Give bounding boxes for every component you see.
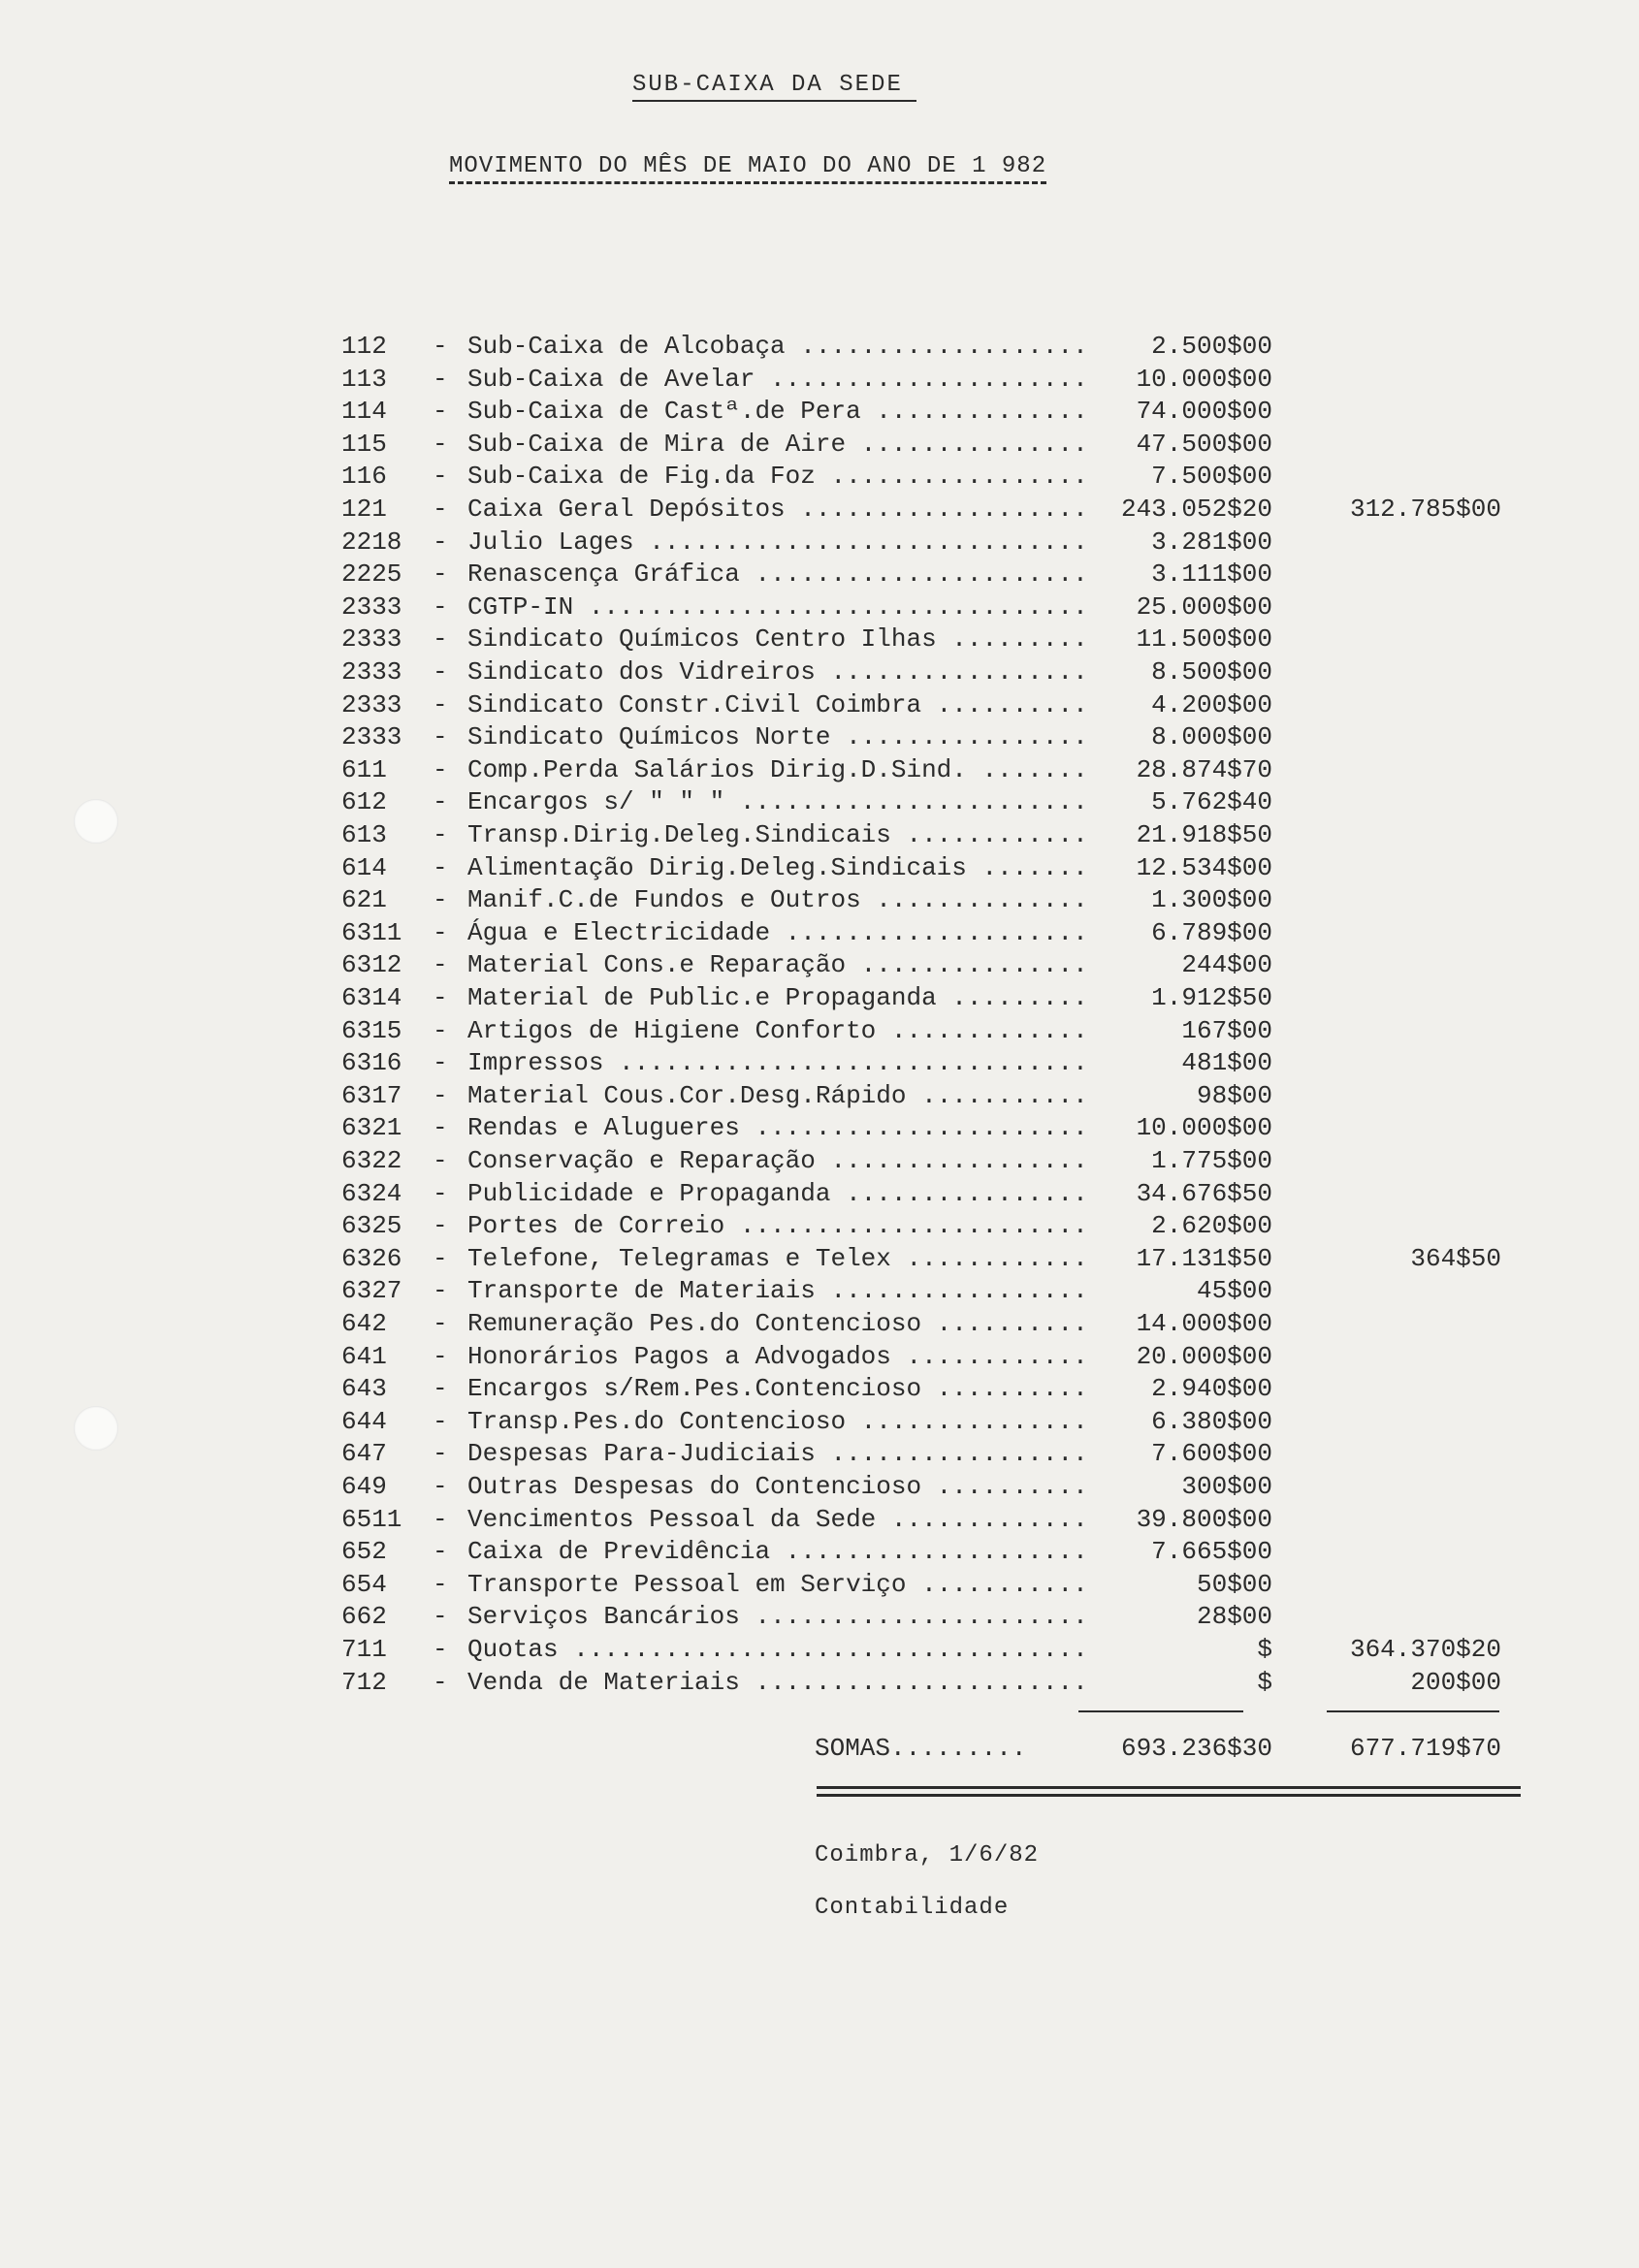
table-row [0,1437,1639,1470]
table-row [0,753,1639,786]
amount-debit: 2.620$00 [1151,1211,1272,1241]
document-title: SUB-CAIXA DA SEDE [632,72,916,102]
account-code: 712 [341,1667,387,1697]
row-dash: - [433,1113,448,1143]
account-description: Sub-Caixa de Mira de Aire ..... [467,428,1084,461]
account-code: 642 [341,1309,387,1338]
account-code: 112 [341,332,387,361]
row-dash: - [433,591,448,622]
table-row [0,623,1639,655]
account-description: Comp.Perda Salários Dirig.D.Sind. ..... [467,753,1084,786]
account-code: 2225 [341,559,402,590]
total-double-rule [817,1794,1521,1797]
row-dash: - [433,1211,448,1241]
account-code: 6511 [341,1504,402,1534]
account-description: Encargos s/ " " " ..... [467,785,1084,818]
table-row [0,1111,1639,1144]
table-row [0,688,1639,721]
account-code: 116 [341,462,387,492]
row-dash: - [433,1276,448,1306]
amount-debit: 243.052$20 [1120,495,1272,524]
table-row [0,330,1639,363]
account-description: Julio Lages ..... [467,526,1084,559]
row-dash: - [433,527,448,557]
amount-debit: 28.874$70 [1136,754,1272,784]
table-row [0,1209,1639,1242]
amount-debit: 5.762$40 [1151,787,1272,817]
account-description: Transp.Pes.do Contencioso ..... [467,1405,1084,1438]
amount-debit: 98$00 [1196,1080,1272,1110]
amount-debit: 6.789$00 [1151,917,1272,947]
row-dash: - [433,820,448,849]
account-code: 2333 [341,657,402,687]
row-dash: - [433,1243,448,1273]
account-code: 6312 [341,950,402,980]
account-code: 2218 [341,527,402,557]
row-dash: - [433,1178,448,1208]
amount-debit: $ [1257,1635,1272,1664]
column-rule [1327,1710,1499,1712]
row-dash: - [433,917,448,947]
row-dash: - [433,1374,448,1404]
amount-debit: 47.500$00 [1136,429,1272,459]
account-code: 6322 [341,1146,402,1175]
account-code: 6311 [341,917,402,947]
account-description: Transporte Pessoal em Serviço ..... [467,1568,1084,1601]
table-row [0,1274,1639,1307]
amount-debit: 17.131$50 [1136,1243,1272,1273]
account-description: Venda de Materiais ..... [467,1666,1084,1699]
row-dash: - [433,1015,448,1045]
amount-credit: 364$50 [1410,1243,1501,1273]
amount-debit: 12.534$00 [1136,852,1272,882]
account-code: 2333 [341,591,402,622]
account-code: 114 [341,397,387,427]
row-dash: - [433,1309,448,1338]
account-code: 641 [341,1341,387,1371]
row-dash: - [433,1504,448,1534]
amount-debit: 7.500$00 [1151,462,1272,492]
account-code: 121 [341,495,387,524]
row-dash: - [433,1048,448,1078]
account-code: 6314 [341,983,402,1012]
row-dash: - [433,1537,448,1567]
account-code: 115 [341,429,387,459]
amount-credit: 364.370$20 [1349,1635,1501,1664]
table-row [0,1079,1639,1112]
table-row [0,851,1639,884]
account-code: 6317 [341,1080,402,1110]
table-row [0,493,1639,526]
account-code: 6327 [341,1276,402,1306]
totals-debit: 693.236$30 [1120,1734,1272,1763]
amount-debit: 2.500$00 [1151,332,1272,361]
amount-debit: 167$00 [1181,1015,1272,1045]
account-description: Publicidade e Propaganda ..... [467,1177,1084,1210]
account-code: 652 [341,1537,387,1567]
row-dash: - [433,657,448,687]
account-description: Sub-Caixa de Alcobaça ..... [467,330,1084,363]
table-row [0,428,1639,461]
account-description: Água e Electricidade ..... [467,916,1084,949]
account-description: Remuneração Pes.do Contencioso ..... [467,1307,1084,1340]
row-dash: - [433,1602,448,1632]
row-dash: - [433,983,448,1012]
account-description: Caixa Geral Depósitos ..... [467,493,1084,526]
totals-label: SOMAS......... [815,1734,1027,1763]
table-row [0,1340,1639,1373]
table-row [0,1600,1639,1633]
table-row [0,720,1639,753]
row-dash: - [433,462,448,492]
account-description: Sindicato Químicos Norte ..... [467,720,1084,753]
amount-debit: 34.676$50 [1136,1178,1272,1208]
amount-debit: $ [1257,1667,1272,1697]
table-row [0,883,1639,916]
amount-debit: 1.912$50 [1151,983,1272,1012]
account-code: 647 [341,1439,387,1469]
row-dash: - [433,950,448,980]
account-code: 6316 [341,1048,402,1078]
account-description: Artigos de Higiene Conforto ..... [467,1014,1084,1047]
table-row [0,1666,1639,1699]
table-row [0,1568,1639,1601]
amount-debit: 25.000$00 [1136,591,1272,622]
table-row [0,591,1639,623]
account-code: 6324 [341,1178,402,1208]
account-code: 643 [341,1374,387,1404]
account-code: 711 [341,1635,387,1664]
account-code: 2333 [341,722,402,752]
table-row [0,363,1639,396]
amount-debit: 8.500$00 [1151,657,1272,687]
row-dash: - [433,1635,448,1664]
row-dash: - [433,852,448,882]
account-description: Vencimentos Pessoal da Sede ..... [467,1503,1084,1536]
row-dash: - [433,332,448,361]
account-description: Transporte de Materiais ..... [467,1274,1084,1307]
table-row [0,558,1639,591]
amount-debit: 11.500$00 [1136,624,1272,655]
row-dash: - [433,689,448,719]
amount-debit: 10.000$00 [1136,1113,1272,1143]
account-code: 612 [341,787,387,817]
account-code: 662 [341,1602,387,1632]
table-row [0,1144,1639,1177]
account-description: Sub-Caixa de Fig.da Foz ..... [467,460,1084,493]
amount-debit: 7.665$00 [1151,1537,1272,1567]
amount-debit: 300$00 [1181,1472,1272,1501]
account-description: CGTP-IN ..... [467,591,1084,623]
account-code: 613 [341,820,387,849]
account-description: Telefone, Telegramas e Telex ..... [467,1242,1084,1275]
account-code: 6321 [341,1113,402,1143]
table-row [0,1633,1639,1666]
totals-credit: 677.719$70 [1349,1734,1501,1763]
row-dash: - [433,364,448,394]
row-dash: - [433,1146,448,1175]
row-dash: - [433,1472,448,1501]
account-description: Rendas e Alugueres ..... [467,1111,1084,1144]
account-description: Despesas Para-Judiciais ..... [467,1437,1084,1470]
table-row [0,1535,1639,1568]
amount-debit: 45$00 [1196,1276,1272,1306]
amount-debit: 50$00 [1196,1569,1272,1599]
table-row [0,1242,1639,1275]
account-description: Sub-Caixa de Avelar ..... [467,363,1084,396]
account-description: Honorários Pagos a Advogados ..... [467,1340,1084,1373]
amount-debit: 244$00 [1181,950,1272,980]
account-code: 2333 [341,689,402,719]
account-description: Material Cons.e Reparação ..... [467,948,1084,981]
row-dash: - [433,1080,448,1110]
row-dash: - [433,559,448,590]
amount-debit: 21.918$50 [1136,820,1272,849]
account-description: Sindicato Constr.Civil Coimbra ..... [467,688,1084,721]
account-code: 614 [341,852,387,882]
account-code: 2333 [341,624,402,655]
row-dash: - [433,1667,448,1697]
row-dash: - [433,397,448,427]
amount-debit: 39.800$00 [1136,1504,1272,1534]
table-row [0,916,1639,949]
amount-debit: 20.000$00 [1136,1341,1272,1371]
total-double-rule [817,1786,1521,1789]
amount-debit: 8.000$00 [1151,722,1272,752]
account-description: Manif.C.de Fundos e Outros ..... [467,883,1084,916]
row-dash: - [433,885,448,915]
account-description: Encargos s/Rem.Pes.Contencioso ..... [467,1372,1084,1405]
table-row [0,818,1639,851]
amount-debit: 14.000$00 [1136,1309,1272,1338]
amount-debit: 481$00 [1181,1048,1272,1078]
account-description: Material de Public.e Propaganda ..... [467,981,1084,1014]
table-row [0,460,1639,493]
account-code: 654 [341,1569,387,1599]
amount-debit: 4.200$00 [1151,689,1272,719]
table-row [0,395,1639,428]
account-code: 6326 [341,1243,402,1273]
amount-credit: 312.785$00 [1349,495,1501,524]
account-code: 611 [341,754,387,784]
amount-debit: 10.000$00 [1136,364,1272,394]
table-row [0,1014,1639,1047]
table-row [0,785,1639,818]
row-dash: - [433,624,448,655]
table-row [0,1503,1639,1536]
table-row [0,526,1639,559]
amount-debit: 74.000$00 [1136,397,1272,427]
account-description: Conservação e Reparação ..... [467,1144,1084,1177]
row-dash: - [433,495,448,524]
account-code: 644 [341,1406,387,1436]
amount-debit: 28$00 [1196,1602,1272,1632]
column-rule [1078,1710,1243,1712]
table-row [0,948,1639,981]
place-date: Coimbra, 1/6/82 [815,1842,1040,1869]
amount-debit: 3.111$00 [1151,559,1272,590]
account-code: 621 [341,885,387,915]
department: Contabilidade [815,1895,1010,1921]
account-description: Caixa de Previdência ..... [467,1535,1084,1568]
table-row [0,1046,1639,1079]
row-dash: - [433,1406,448,1436]
row-dash: - [433,1569,448,1599]
row-dash: - [433,1439,448,1469]
account-description: Sub-Caixa de Castª.de Pera ..... [467,395,1084,428]
account-description: Outras Despesas do Contencioso ..... [467,1470,1084,1503]
account-code: 6325 [341,1211,402,1241]
row-dash: - [433,754,448,784]
account-description: Renascença Gráfica ..... [467,558,1084,591]
account-description: Material Cous.Cor.Desg.Rápido ..... [467,1079,1084,1112]
amount-debit: 3.281$00 [1151,527,1272,557]
amount-debit: 6.380$00 [1151,1406,1272,1436]
table-row [0,981,1639,1014]
row-dash: - [433,429,448,459]
table-row [0,1177,1639,1210]
table-row [0,1307,1639,1340]
account-description: Alimentação Dirig.Deleg.Sindicais ..... [467,851,1084,884]
amount-debit: 7.600$00 [1151,1439,1272,1469]
table-row [0,1372,1639,1405]
account-description: Impressos ..... [467,1046,1084,1079]
account-code: 113 [341,364,387,394]
amount-credit: 200$00 [1410,1667,1501,1697]
account-code: 6315 [341,1015,402,1045]
account-description: Sindicato Químicos Centro Ilhas ..... [467,623,1084,655]
amount-debit: 2.940$00 [1151,1374,1272,1404]
table-row [0,655,1639,688]
account-description: Serviços Bancários ..... [467,1600,1084,1633]
amount-debit: 1.300$00 [1151,885,1272,915]
table-row [0,1470,1639,1503]
account-description: Portes de Correio ..... [467,1209,1084,1242]
account-code: 649 [341,1472,387,1501]
account-description: Quotas ..... [467,1633,1084,1666]
amount-debit: 1.775$00 [1151,1146,1272,1175]
account-description: Transp.Dirig.Deleg.Sindicais ..... [467,818,1084,851]
row-dash: - [433,1341,448,1371]
document-subtitle: MOVIMENTO DO MÊS DE MAIO DO ANO DE 1 982 [449,153,1046,184]
account-description: Sindicato dos Vidreiros ..... [467,655,1084,688]
row-dash: - [433,722,448,752]
row-dash: - [433,787,448,817]
table-row [0,1405,1639,1438]
